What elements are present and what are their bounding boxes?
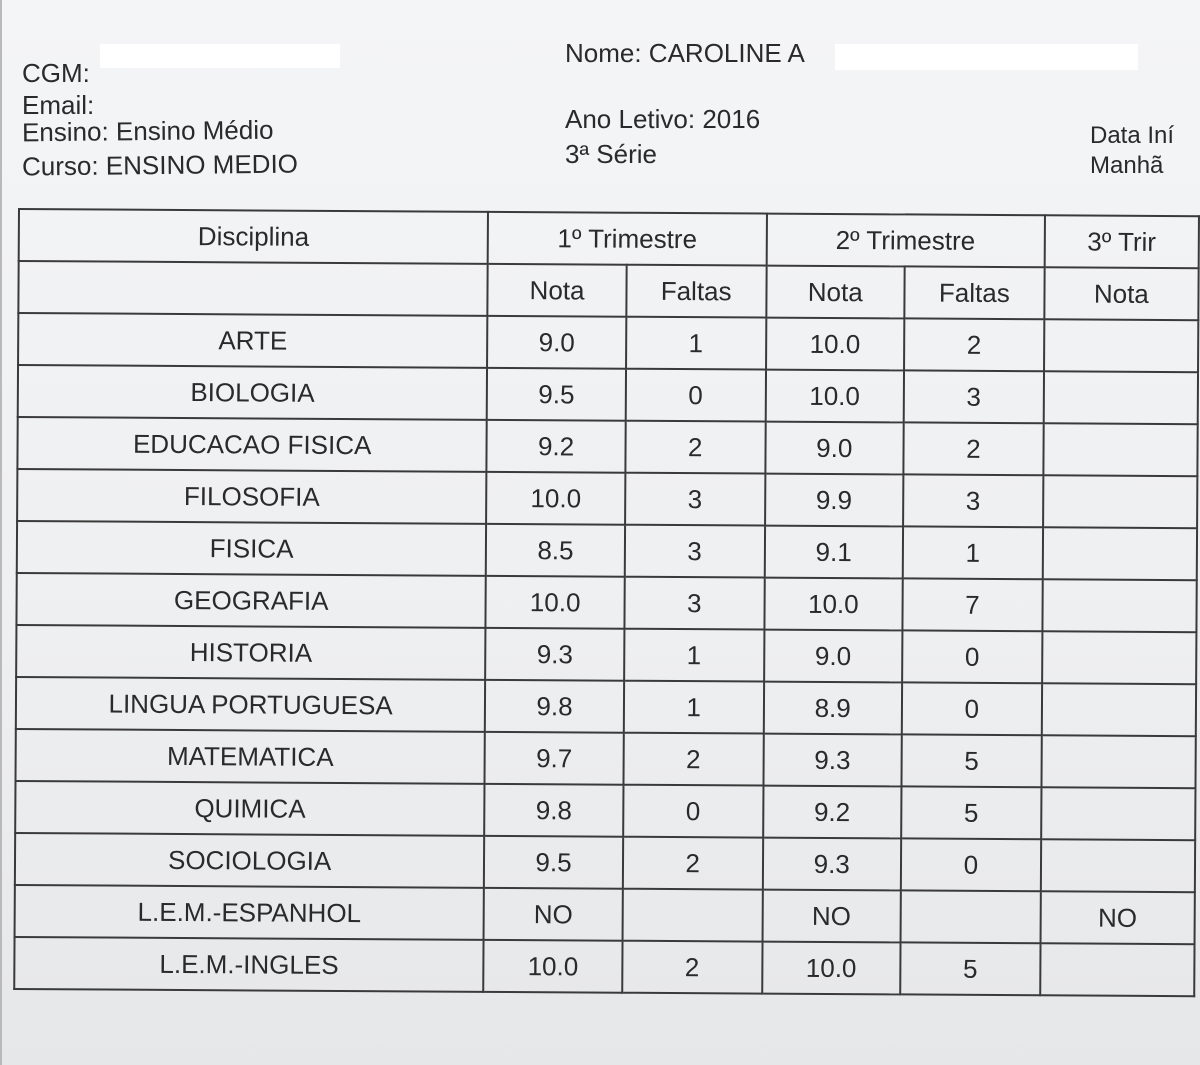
trim3-nota-cell [1042, 683, 1197, 736]
trim2-faltas-cell: 2 [903, 422, 1043, 475]
subheader-nota-1: Nota [488, 264, 627, 317]
header-trimestre-1: 1º Trimestre [488, 212, 767, 266]
table-row [16, 573, 1196, 632]
cgm-label: CGM: [22, 58, 90, 88]
trim2-nota-cell: 10.0 [762, 942, 901, 995]
trim2-nota-cell: 10.0 [765, 370, 904, 423]
table-row [14, 937, 1194, 996]
trim2-nota-cell: 9.3 [763, 734, 902, 787]
subject-cell: GEOGRAFIA [16, 573, 486, 628]
trim2-faltas-cell [901, 890, 1041, 943]
subject-cell: SOCIOLOGIA [15, 833, 485, 888]
trim2-faltas-cell: 0 [901, 838, 1041, 891]
trim3-nota-cell [1042, 527, 1197, 580]
header-disciplina: Disciplina [19, 209, 489, 264]
trim1-faltas-cell: 2 [625, 421, 765, 474]
trim3-nota-cell [1040, 943, 1195, 996]
subheader-nota-3: Nota [1044, 267, 1199, 320]
trim1-nota-cell: 8.5 [486, 524, 625, 577]
trim3-nota-cell [1043, 423, 1198, 476]
subheader-faltas-2: Faltas [904, 266, 1044, 319]
subject-cell: BIOLOGIA [18, 365, 488, 420]
trim1-nota-cell: 9.5 [487, 368, 626, 421]
table-subheader-row [18, 261, 1198, 320]
cgm-redaction [100, 44, 340, 68]
subject-cell: L.E.M.-INGLES [14, 937, 484, 992]
trim2-nota-cell: 10.0 [766, 318, 905, 371]
trim3-nota-cell [1044, 319, 1199, 372]
trim1-nota-cell: 10.0 [484, 940, 623, 993]
table-row [17, 469, 1197, 528]
trim1-faltas-cell: 3 [625, 473, 765, 526]
trim3-nota-cell [1042, 579, 1197, 632]
serie-field: 3ª Série [565, 139, 658, 169]
table-row [15, 729, 1195, 788]
trim1-nota-cell: NO [484, 888, 623, 941]
trim2-faltas-cell: 7 [902, 578, 1042, 631]
trim1-faltas-cell: 1 [624, 629, 764, 682]
header-trimestre-2: 2º Trimestre [766, 214, 1045, 268]
trim2-faltas-cell: 5 [900, 942, 1040, 995]
trim1-faltas-cell: 3 [625, 525, 765, 578]
trim2-faltas-cell: 3 [903, 474, 1043, 527]
trim2-faltas-cell: 0 [902, 682, 1042, 735]
subject-cell: LINGUA PORTUGUESA [16, 677, 486, 732]
trim1-nota-cell: 9.3 [485, 628, 624, 681]
trim1-nota-cell: 9.2 [487, 420, 626, 473]
trim2-nota-cell: 9.9 [765, 474, 904, 527]
subheader-nota-2: Nota [766, 266, 905, 319]
ensino-field: Ensino: Ensino Médio [21, 114, 274, 148]
trim2-faltas-cell: 2 [904, 318, 1044, 371]
subject-cell: HISTORIA [16, 625, 486, 680]
trim2-nota-cell: 9.0 [764, 630, 903, 683]
table-row [18, 313, 1198, 372]
table-row [17, 521, 1197, 580]
trim3-nota-cell [1041, 735, 1196, 788]
subheader-faltas-1: Faltas [626, 265, 766, 318]
paper-edge [0, 0, 2, 1065]
table-row [15, 781, 1195, 840]
trim2-faltas-cell: 0 [902, 630, 1042, 683]
table-row [16, 677, 1196, 736]
name-redaction [835, 44, 1138, 70]
ano-letivo-field: Ano Letivo: 2016 [565, 104, 761, 134]
trim1-faltas-cell: 0 [626, 369, 766, 422]
trim3-nota-cell [1042, 631, 1197, 684]
trim1-faltas-cell: 2 [622, 941, 762, 994]
trim1-nota-cell: 9.5 [484, 836, 623, 889]
table-header-row [19, 209, 1199, 268]
subject-cell: MATEMATICA [15, 729, 485, 784]
trim1-nota-cell: 9.0 [487, 316, 626, 369]
trim1-faltas-cell: 3 [624, 577, 764, 630]
trim1-nota-cell: 9.8 [484, 784, 623, 837]
trim3-nota-cell [1041, 839, 1196, 892]
subject-cell: QUIMICA [15, 781, 485, 836]
trim1-faltas-cell: 1 [624, 681, 764, 734]
subject-cell: L.E.M.-ESPANHOL [15, 885, 485, 940]
trim2-nota-cell: 9.2 [763, 786, 902, 839]
nome-field: Nome: CAROLINE A [565, 38, 805, 68]
trim2-nota-cell: 10.0 [764, 578, 903, 631]
table-row [16, 625, 1196, 684]
subject-cell: EDUCACAO FISICA [17, 417, 487, 472]
turno-field: Manhã [1090, 152, 1164, 179]
trim2-faltas-cell: 1 [903, 526, 1043, 579]
subject-cell: ARTE [18, 313, 488, 368]
table-row [15, 833, 1195, 892]
trim2-nota-cell: NO [762, 890, 901, 943]
trim1-faltas-cell [622, 889, 762, 942]
trim1-faltas-cell: 2 [623, 837, 763, 890]
curso-field: Curso: ENSINO MEDIO [21, 148, 299, 182]
subject-cell: FISICA [17, 521, 487, 576]
trim3-nota-cell: NO [1040, 891, 1195, 944]
header-trimestre-3: 3º Trir [1044, 215, 1199, 268]
trim3-nota-cell [1043, 475, 1198, 528]
trim3-nota-cell [1041, 787, 1196, 840]
subject-cell: FILOSOFIA [17, 469, 487, 524]
trim1-nota-cell: 10.0 [486, 576, 625, 629]
trim1-nota-cell: 10.0 [486, 472, 625, 525]
trim2-faltas-cell: 5 [901, 734, 1041, 787]
trim2-nota-cell: 9.0 [765, 422, 904, 475]
grades-table [13, 208, 1200, 997]
table-row [17, 417, 1197, 476]
trim1-nota-cell: 9.8 [485, 680, 624, 733]
trim2-nota-cell: 8.9 [763, 682, 902, 735]
data-inicio-field: Data Iní [1090, 122, 1175, 149]
trim3-nota-cell [1043, 371, 1198, 424]
trim2-faltas-cell: 3 [904, 370, 1044, 423]
trim2-nota-cell: 9.1 [764, 526, 903, 579]
trim2-nota-cell: 9.3 [762, 838, 901, 891]
table-row [18, 365, 1198, 424]
email-label: Email: [22, 90, 95, 120]
table-row [15, 885, 1195, 944]
trim1-nota-cell: 9.7 [485, 732, 624, 785]
trim1-faltas-cell: 1 [626, 317, 766, 370]
subheader-blank [18, 261, 488, 316]
trim1-faltas-cell: 2 [623, 733, 763, 786]
trim2-faltas-cell: 5 [901, 786, 1041, 839]
trim1-faltas-cell: 0 [623, 785, 763, 838]
